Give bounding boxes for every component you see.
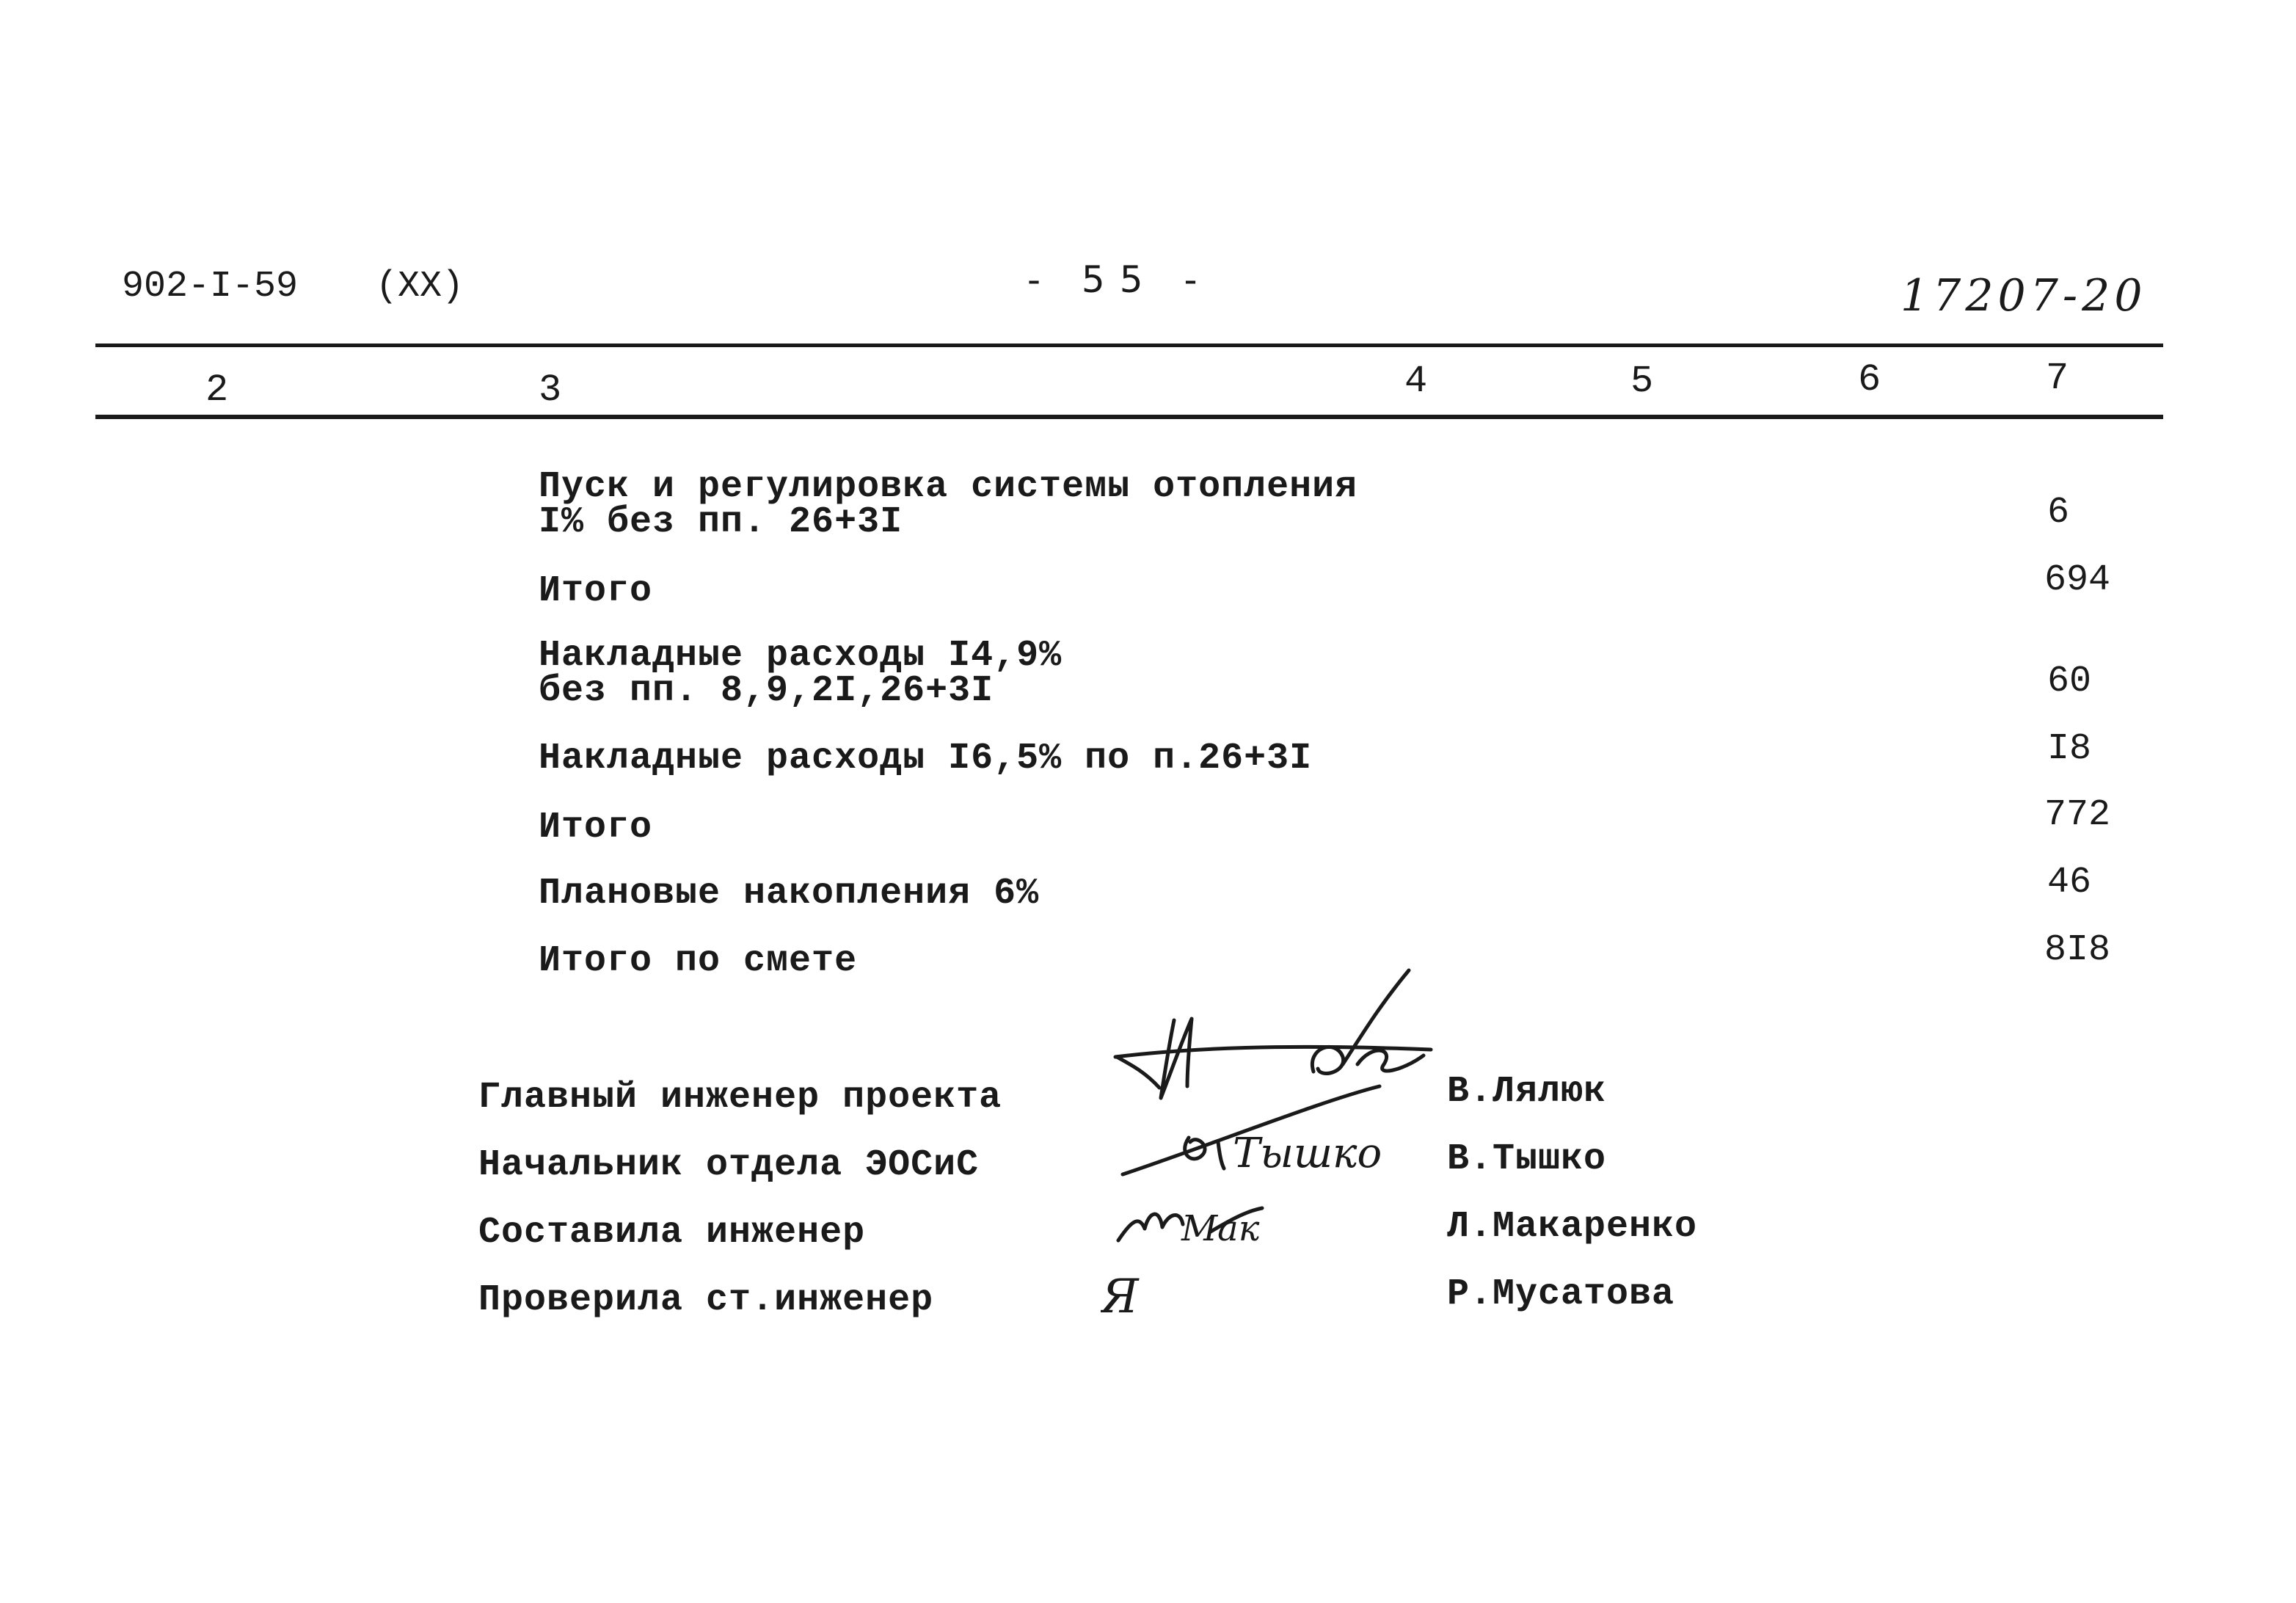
- column-number-4: 4: [1404, 360, 1428, 403]
- row-1-value: 6: [2047, 492, 2070, 534]
- row-2-line-1: Итого: [539, 570, 653, 612]
- table-top-rule: [95, 344, 2163, 347]
- column-number-6: 6: [1858, 358, 1881, 401]
- table-header-rule: [95, 415, 2163, 419]
- signatory-4-position: Проверила ст.инженер: [478, 1279, 934, 1321]
- row-3-line-1: Накладные расходы I4,9%: [539, 635, 1063, 677]
- page-number: - 55 -: [1027, 258, 1212, 301]
- svg-text:Я: Я: [1101, 1270, 1139, 1314]
- signature-1-glyph: [1115, 970, 1431, 1098]
- signatory-3-name: Л.Макаренко: [1447, 1206, 1698, 1248]
- row-6-value: 46: [2047, 862, 2092, 904]
- row-1-line-1: Пуск и регулировка системы отопления: [539, 466, 1358, 508]
- column-number-3: 3: [539, 368, 562, 412]
- row-5-line-1: Итого: [539, 807, 653, 848]
- document-code: 902-I-59: [122, 266, 299, 308]
- signature-3-glyph: [1118, 1208, 1262, 1249]
- signature-4-glyph: [1101, 1270, 1140, 1314]
- row-4-line-1: Накладные расходы I6,5% по п.26+3I: [539, 738, 1313, 779]
- row-2-value: 694: [2044, 559, 2111, 601]
- row-3-line-2: без пп. 8,9,2I,26+3I: [539, 670, 994, 712]
- signature-2-glyph: [1123, 1086, 1382, 1177]
- row-1-line-2: I% без пп. 26+3I: [539, 501, 903, 543]
- inventory-number: 17207-20: [1900, 270, 2147, 321]
- signatory-4-name: Р.Мусатова: [1447, 1273, 1675, 1315]
- signatory-1-name: В.Лялюк: [1447, 1071, 1607, 1113]
- column-number-5: 5: [1630, 360, 1654, 403]
- row-5-value: 772: [2044, 794, 2111, 836]
- row-3-value: 60: [2047, 661, 2092, 702]
- signatory-3-position: Составила инженер: [478, 1212, 866, 1254]
- svg-text:Тышко: Тышко: [1233, 1130, 1382, 1177]
- document-series: (XX): [376, 266, 464, 308]
- signatory-2-name: В.Тышко: [1447, 1138, 1607, 1180]
- signatory-1-position: Главный инженер проекта: [478, 1077, 1002, 1119]
- row-7-value: 8I8: [2044, 929, 2111, 971]
- column-number-7: 7: [2046, 357, 2069, 400]
- row-4-value: I8: [2047, 728, 2092, 770]
- signatory-2-position: Начальник отдела ЭОСиС: [478, 1144, 980, 1186]
- signatures-drawing: [1101, 962, 1453, 1314]
- column-number-2: 2: [205, 368, 229, 412]
- row-7-line-1: Итого по смете: [539, 940, 858, 982]
- row-6-line-1: Плановые накопления 6%: [539, 873, 1040, 915]
- svg-text:Мак: Мак: [1181, 1208, 1260, 1249]
